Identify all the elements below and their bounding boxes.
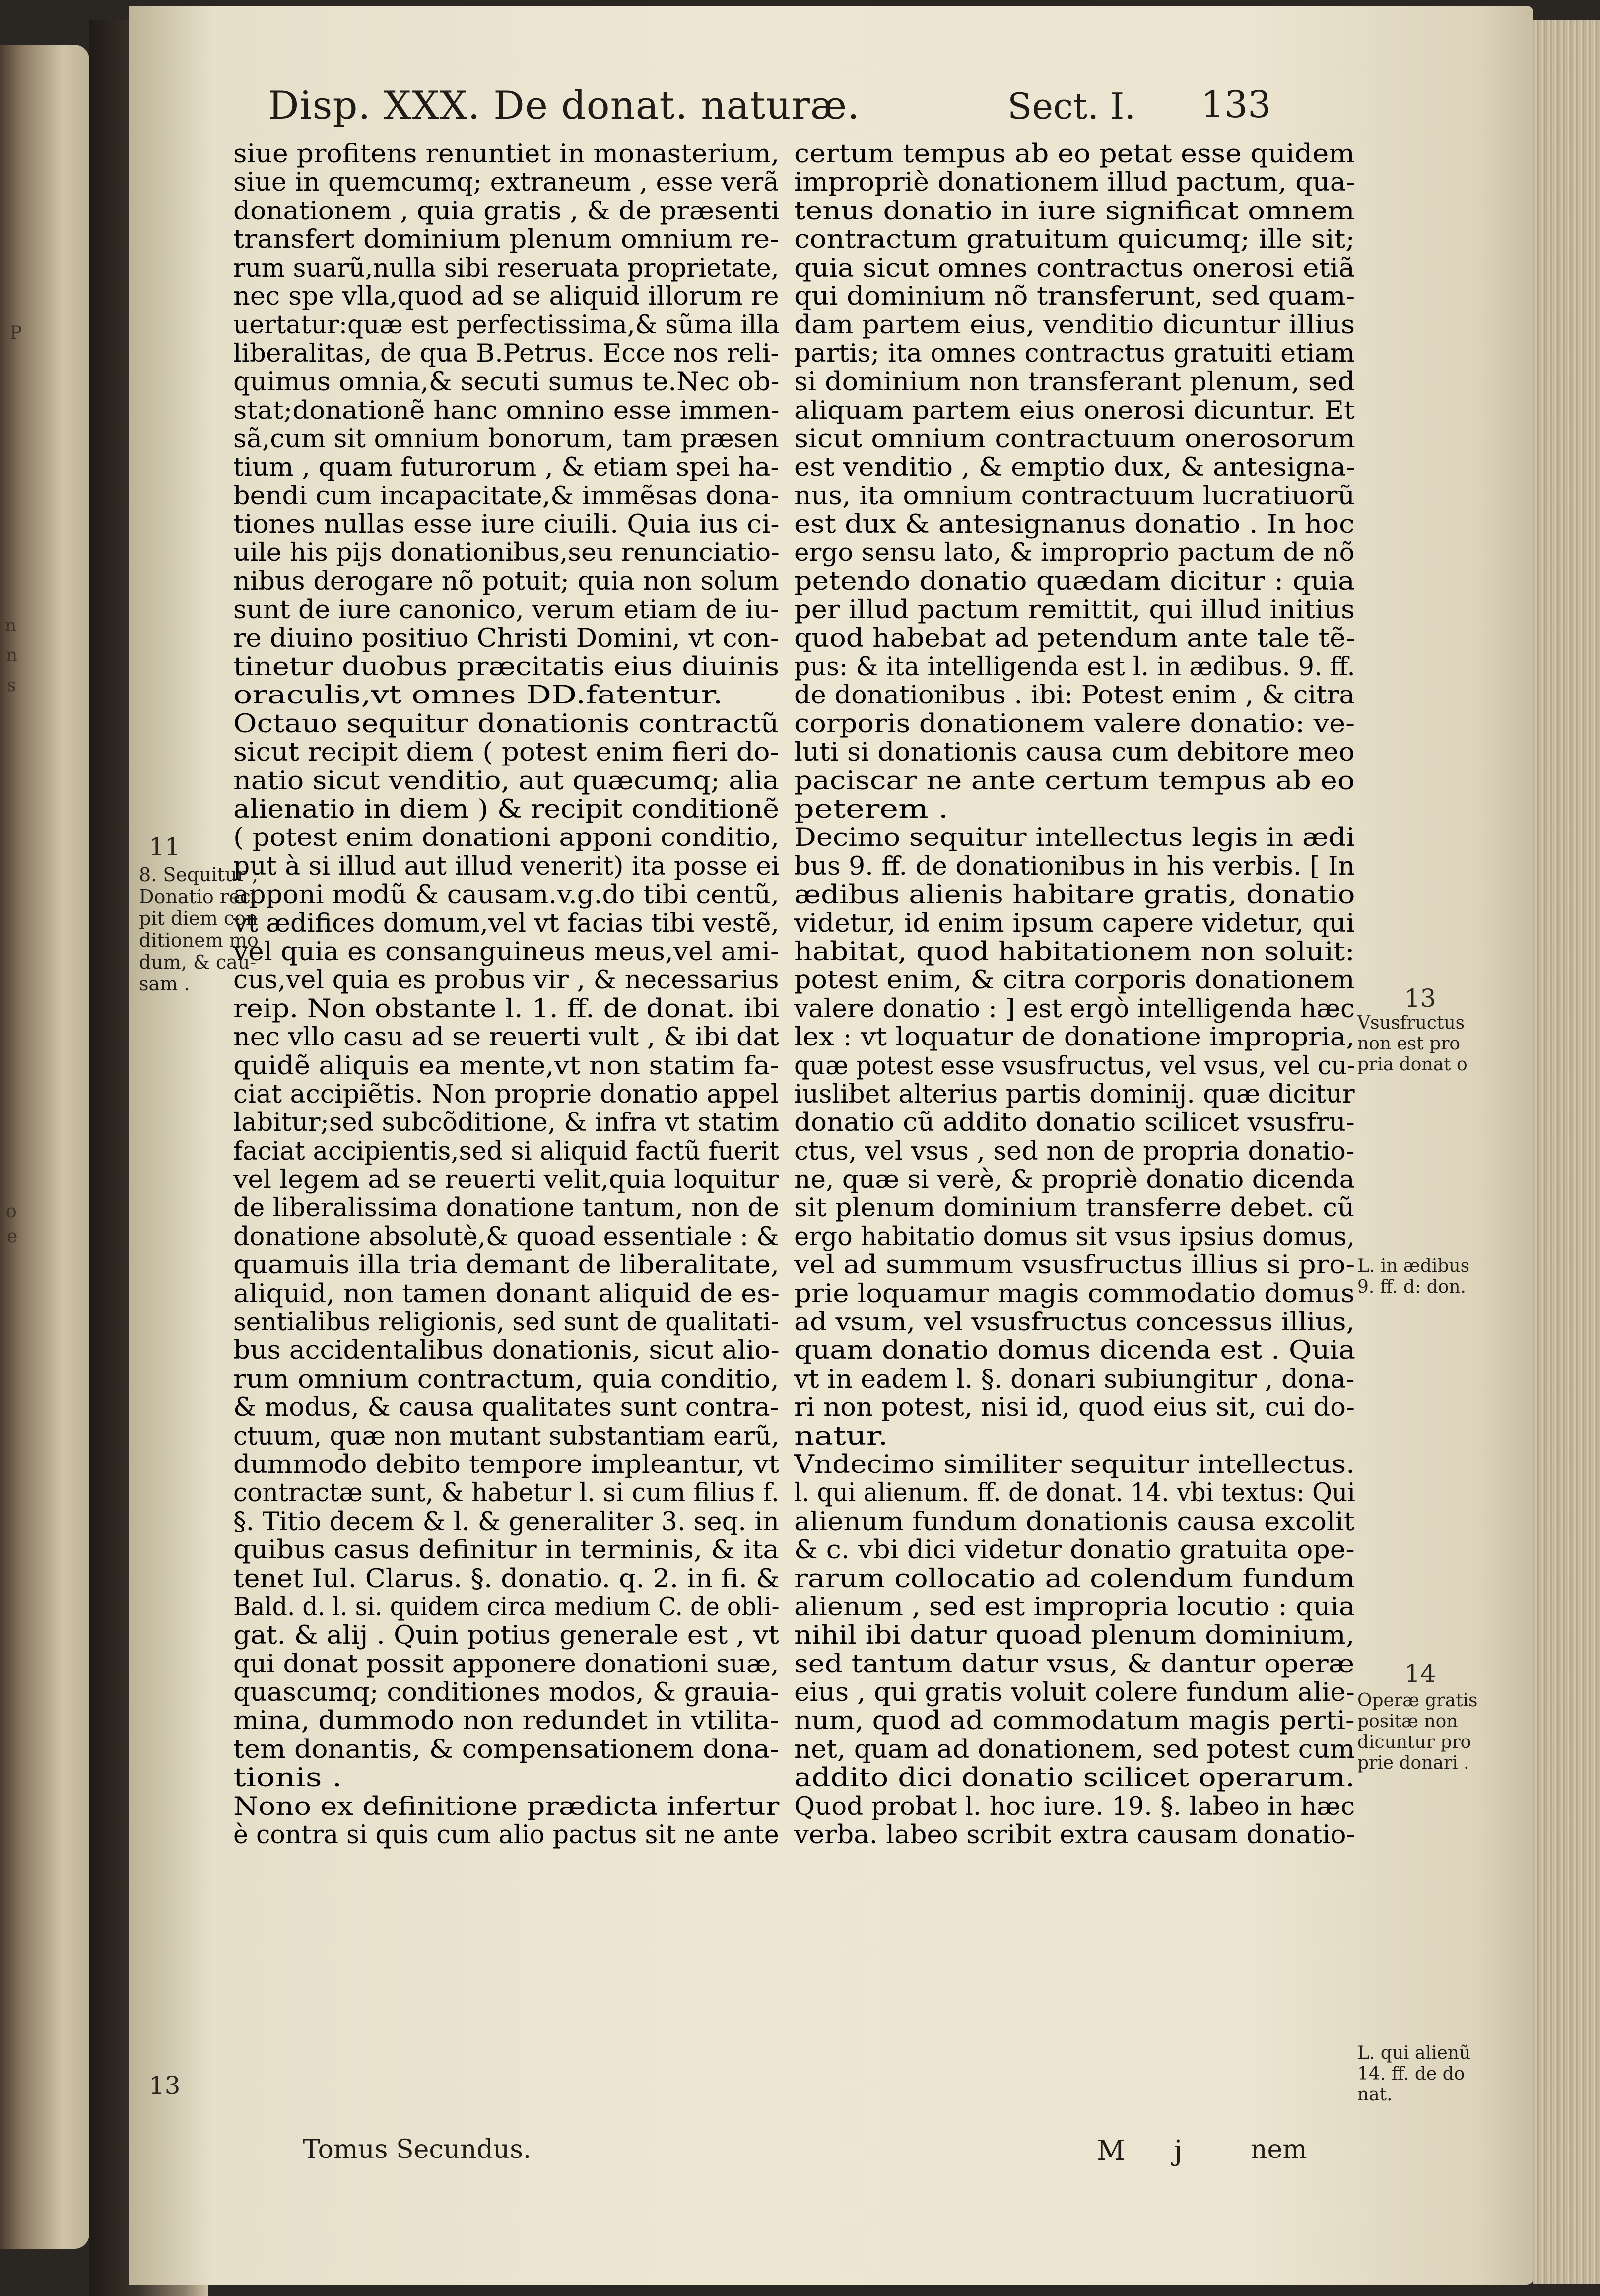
facing-page-edge	[0, 45, 89, 2249]
text-line: partis; ita omnes contractus gratuiti etiam	[794, 339, 1355, 368]
text-line: impropriè donationem illud pactum, qua-	[794, 168, 1355, 198]
margin-note-line: 9. ff. d: don.	[1357, 1277, 1466, 1297]
margin-note-number: 13	[149, 2071, 181, 2100]
text-line: bendi cum incapacitate,& immẽsas dona-	[233, 481, 780, 511]
text-line: alienum , sed est impropria locutio : quia	[794, 1592, 1355, 1622]
margin-note-line: non est pro	[1357, 1034, 1461, 1054]
text-line: re diuino positiuo Christi Domini, vt con-	[233, 624, 779, 653]
text-line: liberalitas, de qua B.Petrus. Ecce nos reli-	[233, 339, 779, 368]
margin-note-right	[1357, 1013, 1467, 1075]
text-line: quibus casus definitur in terminis, & ita	[233, 1535, 779, 1565]
margin-note-right	[1357, 1690, 1478, 1774]
text-line: addito dici donatio scilicet operarum.	[794, 1763, 1355, 1793]
text-line: ( potest enim donationi apponi conditio,	[233, 823, 780, 853]
text-line: mina, dummodo non redundet in vtilita-	[233, 1706, 779, 1736]
text-line: donatione absolutè,& quoad essentiale : &	[233, 1222, 779, 1252]
margin-note-line: dicuntur pro	[1357, 1732, 1471, 1752]
margin-note-number: 13	[1404, 984, 1436, 1013]
margin-note-line: pria donat o	[1357, 1054, 1467, 1075]
text-line: stat;donationẽ hanc omnino esse immen-	[233, 396, 780, 425]
text-line: quia sicut omnes contractus onerosi etiã	[794, 253, 1355, 283]
facing-page-glyph: P	[10, 323, 22, 343]
text-line: verba. labeo scribit extra causam donatio-	[794, 1820, 1355, 1850]
text-line: eius , qui gratis voluit colere fundum alie-	[794, 1678, 1355, 1708]
margin-note-line: ditionem mo	[139, 929, 259, 951]
text-line: per illud pactum remittit, qui illud initius	[794, 595, 1355, 625]
text-line: nihil ibi datur quoad plenum dominium,	[794, 1621, 1355, 1651]
text-line: qui dominium nõ transferunt, sed quam-	[794, 281, 1355, 311]
text-line: qui donat possit apponere donationi suæ,	[233, 1649, 779, 1679]
text-line: quam donatio domus dicenda est . Quia	[794, 1336, 1355, 1366]
text-line: de liberalissima donatione tantum, non de	[233, 1193, 779, 1223]
text-line: vt in eadem l. §. donari subiungitur , dona-	[794, 1364, 1355, 1394]
text-line: quimus omnia,& secuti sumus te.Nec ob-	[233, 367, 780, 397]
text-line: put à si illud aut illud venerit) ita posse ei	[233, 851, 780, 881]
text-line: tenet Iul. Clarus. §. donatio. q. 2. in fi. &	[233, 1564, 780, 1594]
text-line: tem donantis, & compensationem dona-	[233, 1735, 779, 1764]
text-line: prie loquamur magis commodatio domus	[794, 1279, 1355, 1309]
text-line: bus 9. ff. de donationibus in his verbis. [ In	[794, 851, 1355, 881]
facing-page-glyph: o	[6, 1201, 17, 1222]
margin-note-line: 8. Sequitur ,	[139, 864, 258, 886]
text-line: sã,cum sit omnium bonorum, tam præsen	[233, 424, 779, 454]
text-line: sicut recipit diem ( potest enim fieri do-	[233, 738, 779, 767]
text-line: petendo donatio quædam dicitur : quia	[794, 566, 1355, 596]
text-line: dam partem eius, venditio dicuntur illius	[794, 310, 1355, 340]
text-line: Quod probat l. hoc iure. 19. §. labeo in hæc	[794, 1792, 1355, 1821]
text-line: iuslibet alterius partis dominij. quæ dicitur	[794, 1079, 1355, 1109]
text-line: est venditio , & emptio dux, & antesigna-	[794, 453, 1355, 483]
text-line: nec vllo casu ad se reuerti vult , & ibi dat	[233, 1023, 779, 1052]
text-line: tiones nullas esse iure ciuili. Quia ius ci-	[233, 510, 780, 540]
page-edges	[1533, 20, 1600, 2284]
text-line: aliquam partem eius onerosi dicuntur. Et	[794, 396, 1355, 425]
text-line: natio sicut venditio, aut quæcumq; alia	[233, 766, 779, 796]
text-line: apponi modũ & causam.v.g.do tibi centũ,	[233, 880, 779, 910]
text-line: certum tempus ab eo petat esse quidem	[794, 139, 1355, 169]
text-line: reip. Non obstante l. 1. ff. de donat. ibi	[233, 994, 780, 1024]
text-line: quamuis illa tria demant de liberalitate,	[233, 1251, 780, 1280]
text-line: vel legem ad se reuerti velit,quia loquitur	[233, 1165, 779, 1195]
margin-note-line: dum, & cau-	[139, 951, 257, 973]
text-line: ri non potest, nisi id, quod eius sit, cui do-	[794, 1393, 1355, 1423]
text-line: l. qui alienum. ff. de donat. 14. vbi textus: Qui	[794, 1478, 1355, 1508]
text-line: rum omnium contractum, quia conditio,	[233, 1364, 779, 1394]
text-line: ad vsum, vel vsusfructus concessus illius,	[794, 1308, 1355, 1337]
facing-page-glyph: n	[6, 645, 18, 666]
text-line: siue in quemcumq; extraneum , esse verã	[233, 168, 779, 198]
text-line: vel quia es consanguineus meus,vel ami-	[233, 937, 780, 967]
text-line: contractæ sunt, & habetur l. si cum filius f.	[233, 1478, 779, 1508]
text-line: Decimo sequitur intellectus legis in ædi	[794, 823, 1355, 853]
text-line: Nono ex definitione prædicta infertur	[233, 1792, 780, 1821]
margin-note-number: 14	[1404, 1659, 1436, 1688]
page-number: 133	[1201, 83, 1271, 126]
text-line: nec spe vlla,quod ad se aliquid illorum re	[233, 281, 779, 311]
text-line: siue profitens renuntiet in monasterium,	[233, 139, 780, 169]
text-line: uile his pijs donationibus,seu renunciatio-	[233, 538, 780, 568]
running-head-section: Sect. I.	[1007, 85, 1136, 127]
text-line: Vndecimo similiter sequitur intellectus.	[794, 1450, 1355, 1479]
running-head-title: Disp. XXX. De donat. naturæ.	[268, 83, 860, 128]
text-line: alienum fundum donationis causa excolit	[794, 1507, 1355, 1536]
right-text-column	[794, 140, 1370, 1849]
text-line: bus accidentalibus donationis, sicut alio-	[233, 1336, 780, 1366]
text-line: ne, quæ si verè, & propriè donatio dicenda	[794, 1165, 1355, 1195]
facing-page-glyph: n	[5, 616, 17, 636]
text-line: ergo habitatio domus sit vsus ipsius domus,	[794, 1222, 1355, 1252]
text-line: pus: & ita intelligenda est l. in ædibus. 9. ff.	[794, 652, 1355, 682]
text-line: & modus, & causa qualitates sunt contra-	[233, 1393, 779, 1423]
text-line: tionis .	[233, 1763, 342, 1793]
printer-signature: M j	[1097, 2135, 1202, 2167]
catchword: nem	[1251, 2135, 1307, 2164]
text-line: quascumq; conditiones modos, & grauia-	[233, 1678, 780, 1708]
text-line: faciat accipientis,sed si aliquid factũ fuerit	[233, 1136, 779, 1166]
text-line: nus, ita omnium contractuum lucratiuorũ	[794, 481, 1355, 511]
margin-note-right	[1357, 2043, 1470, 2105]
margin-note-left	[139, 864, 259, 995]
text-line: est dux & antesignanus donatio . In hoc	[794, 510, 1355, 540]
text-line: quæ potest esse vsusfructus, vel vsus, vel cu-	[794, 1051, 1355, 1081]
text-line: sicut omnium contractuum onerosorum	[794, 424, 1355, 454]
text-line: donationem , quia gratis , & de præsenti	[233, 196, 780, 226]
footer-volume: Tomus Secundus.	[303, 2135, 532, 2164]
running-head	[268, 83, 1320, 138]
text-line: nibus derogare nõ potuit; quia non solum	[233, 566, 779, 596]
text-line: vel ad summum vsusfructus illius si pro-	[794, 1251, 1355, 1280]
text-line: contractum gratuitum quicumq; ille sit;	[794, 225, 1355, 255]
margin-note-line: 14. ff. de do	[1357, 2064, 1465, 2084]
text-line: de donationibus . ibi: Potest enim , & citra	[794, 681, 1355, 710]
text-line: sentialibus religionis, sed sunt de qualitati-	[233, 1308, 779, 1337]
text-line: peterem .	[794, 794, 949, 824]
margin-note-line: pit diem con	[139, 907, 258, 929]
margin-note-line: nat.	[1357, 2085, 1393, 2105]
text-line: Bald. d. l. si. quidem circa medium C. de obli-	[233, 1592, 780, 1622]
text-line: sunt de iure canonico, verum etiam de iu-	[233, 595, 779, 625]
text-line: donatio cũ addito donatio scilicet vsusfru-	[794, 1108, 1355, 1138]
text-line: aliquid, non tamen donant aliquid de es-	[233, 1279, 780, 1309]
text-line: sit plenum dominium transferre debet. cũ	[794, 1193, 1355, 1223]
text-line: sed tantum datur vsus, & dantur operæ	[794, 1649, 1355, 1679]
text-line: ctuum, quæ non mutant substantiam earũ,	[233, 1421, 780, 1451]
text-line: alienatio in diem ) & recipit conditionẽ	[233, 794, 780, 824]
text-line: cus,vel quia es probus vir , & necessarius	[233, 966, 779, 995]
text-line: transfert dominium plenum omnium re-	[233, 225, 779, 255]
text-line: ergo sensu lato, & improprio pactum de nõ	[794, 538, 1355, 568]
margin-note-line: sam .	[139, 973, 190, 995]
text-line: num, quod ad commodatum magis perti-	[794, 1706, 1355, 1736]
text-line: net, quam ad donationem, sed potest cum	[794, 1735, 1355, 1764]
text-line: si dominium non transferant plenum, sed	[794, 367, 1355, 397]
text-line: videtur, id enim ipsum capere videtur, qui	[794, 908, 1355, 938]
margin-note-number: 11	[149, 833, 181, 861]
text-line: gat. & alij . Quin potius generale est , vt	[233, 1621, 779, 1651]
text-line: quod habebat ad petendum ante tale tẽ-	[794, 624, 1355, 653]
margin-note-line: Donatio reci	[139, 886, 257, 907]
text-line: corporis donationem valere donatio: ve-	[794, 709, 1355, 739]
text-line: natur.	[794, 1421, 888, 1451]
text-line: tium , quam futurorum , & etiam spei ha-	[233, 453, 780, 483]
margin-note-line: Operæ gratis	[1357, 1690, 1478, 1711]
text-line: ctus, vel vsus , sed non de propria donatio-	[794, 1136, 1355, 1166]
text-line: ciat accipiẽtis. Non proprie donatio appel	[233, 1079, 779, 1109]
text-line: lex : vt loquatur de donatione impropria,	[794, 1023, 1355, 1052]
text-line: labitur;sed subcõditione, & infra vt statim	[233, 1108, 780, 1138]
text-line: & c. vbi dici videtur donatio gratuita ope-	[794, 1535, 1355, 1565]
margin-note-line: L. in ædibus	[1357, 1256, 1470, 1276]
text-line: è contra si quis cum alio pactus sit ne ante	[233, 1820, 779, 1850]
text-line: tinetur duobus præcitatis eius diuinis	[233, 652, 780, 682]
margin-note-line: Vsusfructus	[1357, 1013, 1465, 1033]
text-line: luti si donationis causa cum debitore meo	[794, 738, 1355, 767]
margin-note-line: positæ non	[1357, 1711, 1458, 1732]
facing-page-glyph: e	[7, 1226, 18, 1247]
text-line: quidẽ aliquis ea mente,vt non statim fa-	[233, 1051, 780, 1081]
text-line: tenus donatio in iure significat omnem	[794, 196, 1355, 226]
margin-note-line: prie donari .	[1357, 1753, 1469, 1773]
text-line: dummodo debito tempore impleantur, vt	[233, 1450, 780, 1479]
text-line: uertatur:quæ est perfectissima,& sũma illa	[233, 310, 780, 340]
text-line: Octauo sequitur donationis contractũ	[233, 709, 779, 739]
text-line: oraculis,vt omnes DD.fatentur.	[233, 681, 723, 710]
text-line: valere donatio : ] est ergò intelligenda hæc	[794, 994, 1355, 1024]
left-text-column	[233, 140, 789, 1849]
text-line: ædibus alienis habitare gratis, donatio	[794, 880, 1355, 910]
margin-note-line: L. qui alienũ	[1357, 2043, 1471, 2063]
facing-page-glyph: s	[7, 675, 16, 696]
text-line: potest enim, & citra corporis donationem	[794, 966, 1355, 995]
text-line: vt ædifices domum,vel vt facias tibi vestẽ,	[233, 908, 779, 938]
text-line: §. Titio decem & l. & generaliter 3. seq. in	[233, 1507, 779, 1536]
text-line: habitat, quod habitationem non soluit:	[794, 937, 1355, 967]
margin-note-right	[1357, 1256, 1469, 1298]
text-line: rarum collocatio ad colendum fundum	[794, 1564, 1355, 1594]
text-line: rum suarũ,nulla sibi reseruata proprietate,	[233, 253, 779, 283]
text-line: paciscar ne ante certum tempus ab eo	[794, 766, 1355, 796]
